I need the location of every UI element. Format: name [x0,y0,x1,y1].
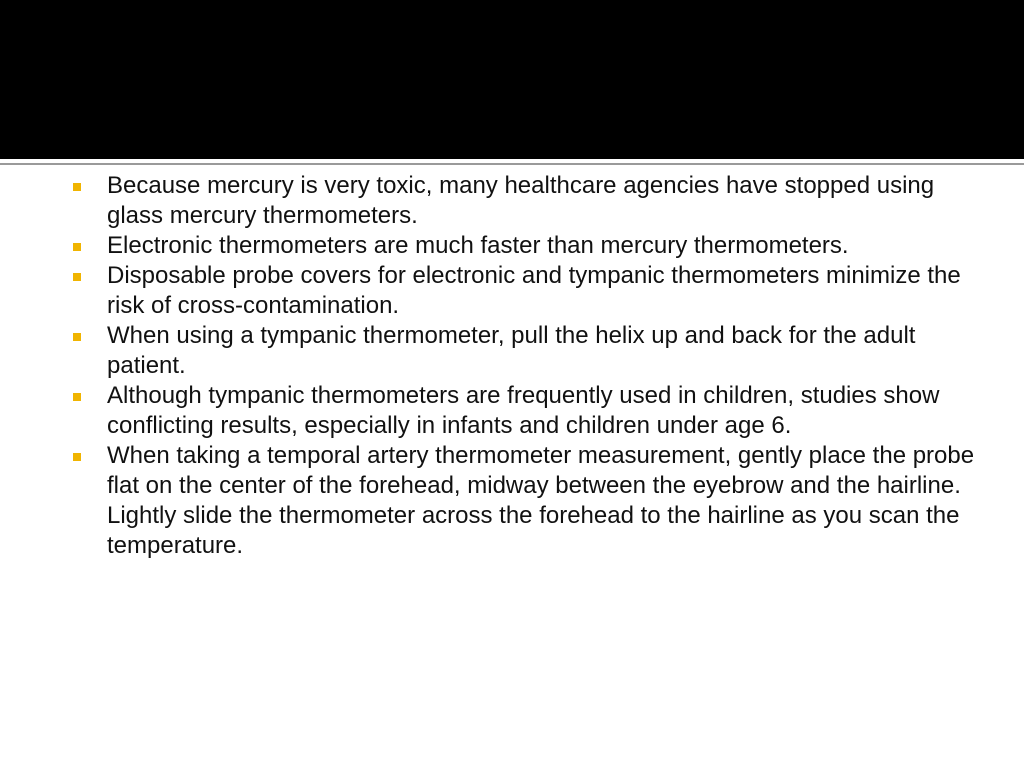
square-bullet-icon [73,333,81,341]
bullet-text: Because mercury is very toxic, many healthcare agencies have stopped using glass mercury thermometers. [107,172,935,229]
bullet-item [70,171,980,231]
bullet-text: Although tympanic thermometers are frequently used in children, studies show conflicting results, especially in infants and children under age 6. [107,382,940,439]
bullet-text: When taking a temporal artery thermometer measurement, gently place the probe flat on the center of the forehead, midway between the eyebrow and the hairline. Lightly slide the thermometer across the forehead to the hairline as you scan the temperature. [107,442,975,559]
square-bullet-icon [73,453,81,461]
bullet-item [70,261,980,321]
square-bullet-icon [73,183,81,191]
title-band [0,0,1024,159]
bullet-text: Electronic thermometers are much faster than mercury thermometers. [107,232,849,259]
square-bullet-icon [73,273,81,281]
bullet-item [70,381,980,441]
bullet-item [70,231,980,261]
square-bullet-icon [73,243,81,251]
bullet-item [70,321,980,381]
bullet-item [70,441,980,561]
slide-body [70,171,980,561]
bullet-list [70,171,980,561]
square-bullet-icon [73,393,81,401]
title-divider [0,159,1024,165]
bullet-text: When using a tympanic thermometer, pull the helix up and back for the adult patient. [107,322,916,379]
bullet-text: Disposable probe covers for electronic and tympanic thermometers minimize the risk of cross-contamination. [107,262,961,319]
